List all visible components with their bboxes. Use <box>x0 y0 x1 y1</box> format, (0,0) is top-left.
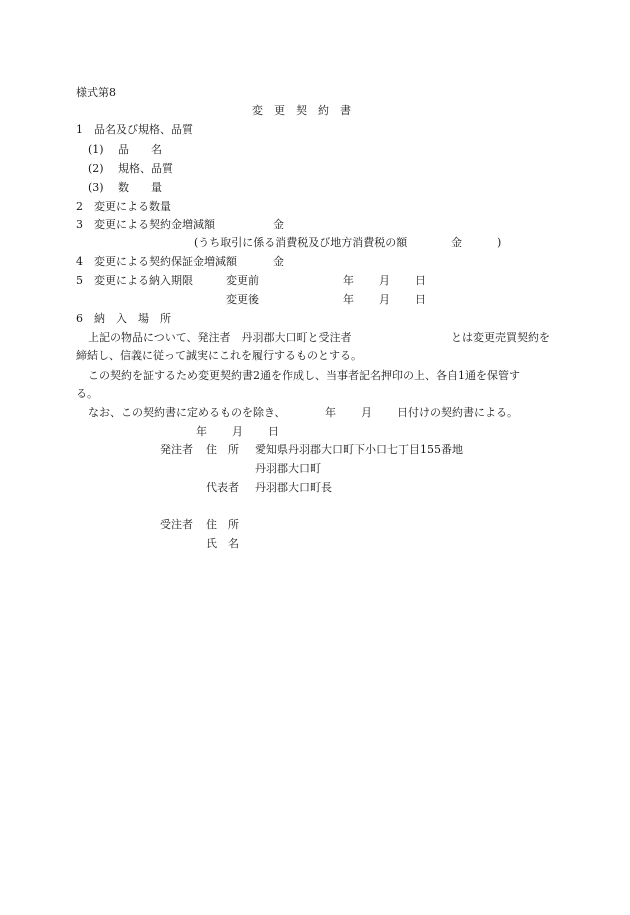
item-2: 2 変更による数量 <box>76 200 171 213</box>
item-5-before: 変更前 <box>226 274 259 287</box>
item-3-currency: 金 <box>273 218 284 231</box>
form-number: 様式第8 <box>76 86 116 99</box>
item-1-3-num: (3) <box>88 181 104 194</box>
item-5-after-day: 日 <box>415 293 426 306</box>
orderer-address: 愛知県丹羽郡大口町下小口七丁目155番地 <box>255 443 463 456</box>
item-1-1-label: 品 名 <box>118 143 162 156</box>
para-3-year: 年 <box>325 406 336 419</box>
para-2-a: この契約を証するため変更契約書2通を作成し、当事者記名押印の上、各自1通を保管す <box>88 369 520 382</box>
item-5-before-year: 年 <box>343 274 354 287</box>
para-3-month: 月 <box>361 406 372 419</box>
item-6: 6 納 入 場 所 <box>76 312 171 325</box>
para-1-c: 締結し、信義に従って誠実にこれを履行するものとする。 <box>76 349 362 362</box>
item-3-tax-currency: 金 <box>451 236 462 249</box>
para-1-b: とは変更売買契約を <box>451 331 550 344</box>
item-5-after: 変更後 <box>226 293 259 306</box>
date-year: 年 <box>196 425 207 438</box>
item-4-currency: 金 <box>273 255 284 268</box>
item-1-2-num: (2) <box>88 162 104 175</box>
orderer-rep-label: 代表者 <box>206 481 239 494</box>
item-5: 5 変更による納入期限 <box>76 274 193 287</box>
para-1-a: 上記の物品について、発注者 丹羽郡大口町と受注者 <box>88 331 352 344</box>
orderer-name: 丹羽郡大口町 <box>255 462 321 475</box>
contractor-role: 受注者 <box>160 518 193 531</box>
item-3-tax-note: (うち取引に係る消費税及び地方消費税の額 <box>194 236 408 249</box>
item-4: 4 変更による契約保証金増減額 <box>76 255 237 268</box>
document-title: 変 更 契 約 書 <box>252 104 351 117</box>
date-month: 月 <box>232 425 243 438</box>
item-3-tax-close: ) <box>497 236 502 249</box>
item-5-after-year: 年 <box>343 293 354 306</box>
orderer-role: 発注者 <box>160 443 193 456</box>
item-5-before-day: 日 <box>415 274 426 287</box>
item-3: 3 変更による契約金増減額 <box>76 218 215 231</box>
item-1-1-num: (1) <box>88 143 104 156</box>
item-5-before-month: 月 <box>379 274 390 287</box>
item-1-2-label: 規格、品質 <box>118 162 173 175</box>
contractor-address-label: 住 所 <box>206 518 239 531</box>
contractor-name-label: 氏 名 <box>206 537 239 550</box>
para-3-a: なお、この契約書に定めるものを除き、 <box>88 406 286 419</box>
orderer-rep: 丹羽郡大口町長 <box>255 481 332 494</box>
item-1-3-label: 数 量 <box>118 181 162 194</box>
para-3-end: 日付けの契約書による。 <box>397 406 518 419</box>
item-5-after-month: 月 <box>379 293 390 306</box>
orderer-address-label: 住 所 <box>206 443 239 456</box>
para-2-b: る。 <box>76 387 98 400</box>
item-1: 1 品名及び規格、品質 <box>76 123 193 136</box>
date-day: 日 <box>268 425 279 438</box>
